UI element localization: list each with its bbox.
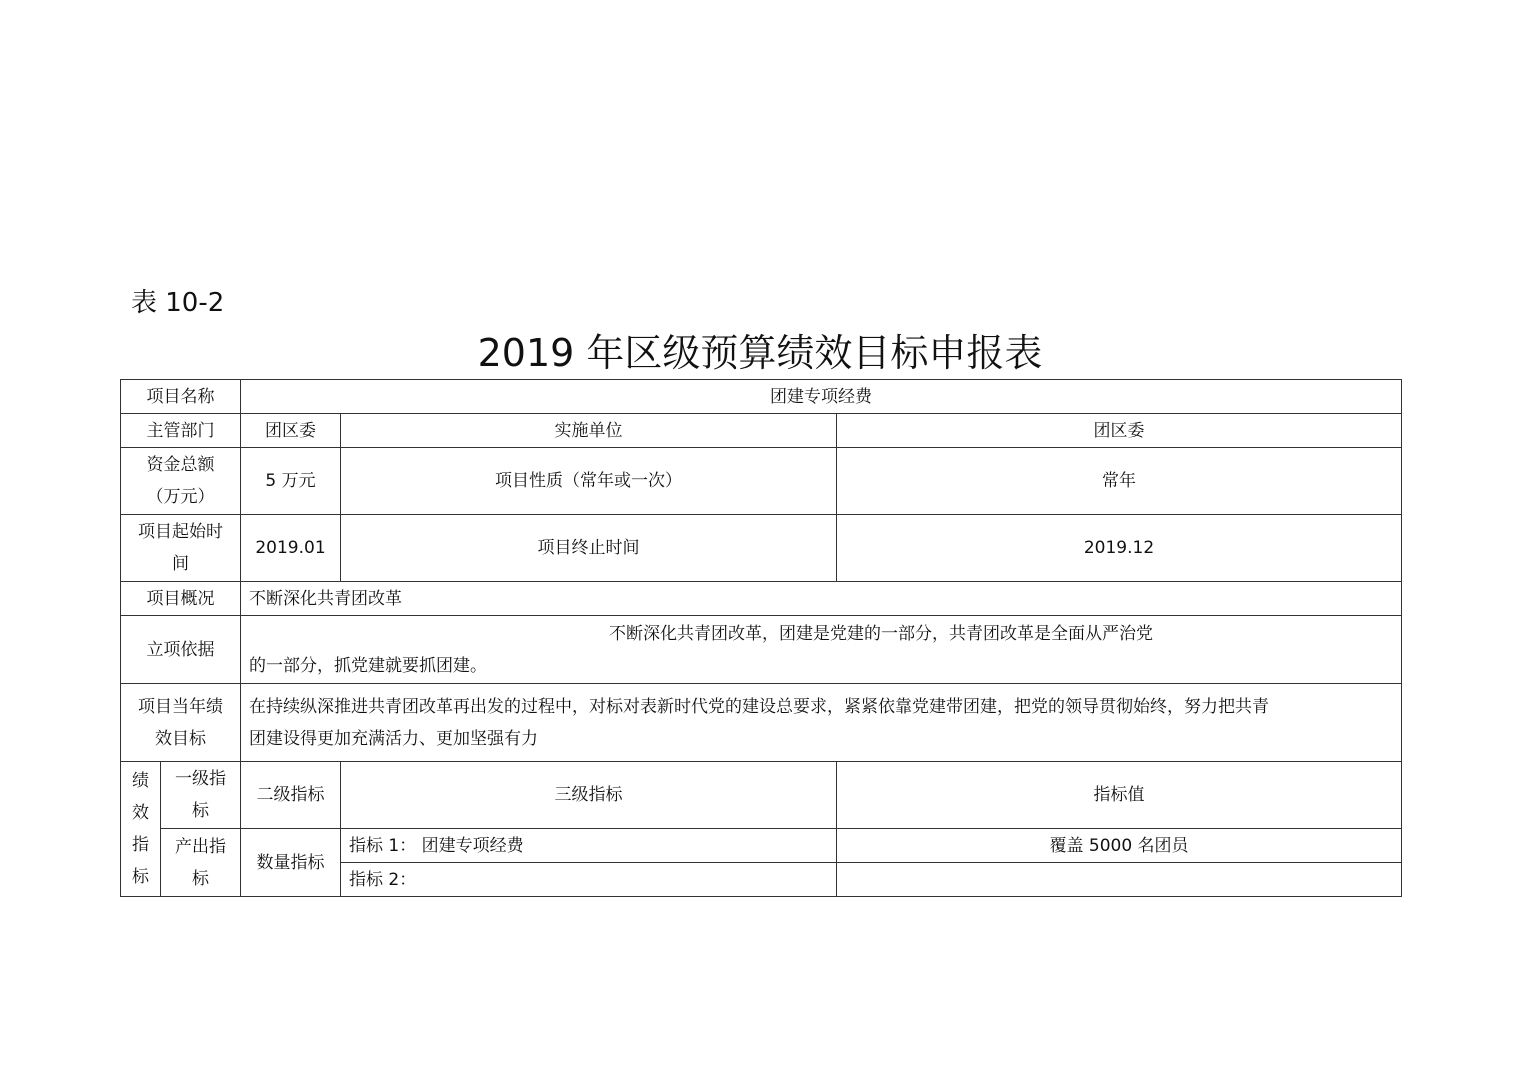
department-row bbox=[121, 414, 1402, 448]
indicator-2-value bbox=[837, 863, 1402, 897]
overview-label: 项目概况 bbox=[121, 582, 241, 616]
indicator-1-label: 指标 1： 团建专项经费 bbox=[341, 829, 837, 863]
performance-indicator-side-label bbox=[121, 762, 161, 897]
table-number: 表 10-2 bbox=[131, 288, 225, 318]
indicator-2-label: 指标 2： bbox=[341, 863, 837, 897]
indicator-header-row bbox=[121, 762, 1402, 829]
funds-label-line2: （万元） bbox=[146, 487, 215, 507]
level1-header-line2: 标 bbox=[192, 801, 209, 821]
project-nature-value: 常年 bbox=[837, 448, 1402, 515]
goal-line1: 在持续纵深推进共青团改革再出发的过程中，对标对表新时代党的建设总要求，紧紧依靠党建带团建，把党的领导贯彻始终，努力把共青 bbox=[249, 696, 1269, 717]
project-nature-label: 项目性质（常年或一次） bbox=[341, 448, 837, 515]
department-label: 主管部门 bbox=[121, 414, 241, 448]
side-char-1: 绩 bbox=[132, 771, 149, 791]
start-time-label-line2: 间 bbox=[172, 554, 189, 574]
document-title: 2019 年区级预算绩效目标申报表 bbox=[477, 331, 1043, 375]
basis-line1: 不断深化共青团改革，团建是党建的一部分，共青团改革是全面从严治党 bbox=[609, 623, 1154, 644]
implementing-unit-value: 团区委 bbox=[837, 414, 1402, 448]
goal-row bbox=[121, 684, 1402, 762]
basis-label: 立项依据 bbox=[121, 616, 241, 684]
basis-line2: 的一部分，抓党建就要抓团建。 bbox=[249, 655, 487, 676]
department-value: 团区委 bbox=[241, 414, 341, 448]
side-char-2: 效 bbox=[132, 803, 149, 823]
funds-label-line1: 资金总额 bbox=[146, 455, 215, 475]
start-time-label-line1: 项目起始时 bbox=[138, 522, 223, 542]
indicator-row bbox=[121, 829, 1402, 863]
overview-row bbox=[121, 582, 1402, 616]
end-time-label: 项目终止时间 bbox=[341, 515, 837, 582]
indicator-value-header: 指标值 bbox=[837, 762, 1402, 829]
period-row bbox=[121, 515, 1402, 582]
output-label-line2: 标 bbox=[192, 868, 209, 889]
goal-value bbox=[241, 684, 1402, 762]
level3-header: 三级指标 bbox=[341, 762, 837, 829]
level2-header: 二级指标 bbox=[241, 762, 341, 829]
side-char-4: 标 bbox=[132, 867, 149, 887]
output-indicator-label bbox=[161, 829, 241, 897]
project-name-label: 项目名称 bbox=[121, 380, 241, 414]
indicator-1-value: 覆盖 5000 名团员 bbox=[837, 829, 1402, 863]
funds-row bbox=[121, 448, 1402, 515]
goal-line2: 团建设得更加充满活力、更加坚强有力 bbox=[249, 728, 538, 749]
basis-value bbox=[241, 616, 1402, 684]
start-time-value: 2019.01 bbox=[241, 515, 341, 582]
quantity-indicator-label: 数量指标 bbox=[241, 829, 341, 897]
budget-form-table bbox=[120, 379, 1402, 897]
overview-value: 不断深化共青团改革 bbox=[241, 582, 1402, 616]
project-name-value: 团建专项经费 bbox=[241, 380, 1402, 414]
start-time-label bbox=[121, 515, 241, 582]
funds-label bbox=[121, 448, 241, 515]
project-name-row bbox=[121, 380, 1402, 414]
goal-label bbox=[121, 684, 241, 762]
funds-value: 5 万元 bbox=[241, 448, 341, 515]
output-label-line1: 产出指 bbox=[175, 836, 226, 857]
level1-header bbox=[161, 762, 241, 829]
end-time-value: 2019.12 bbox=[837, 515, 1402, 582]
goal-label-line1: 项目当年绩 bbox=[138, 696, 223, 717]
side-char-3: 指 bbox=[132, 835, 149, 855]
basis-row bbox=[121, 616, 1402, 684]
level1-header-line1: 一级指 bbox=[175, 769, 226, 789]
implementing-unit-label: 实施单位 bbox=[341, 414, 837, 448]
goal-label-line2: 效目标 bbox=[155, 728, 206, 749]
